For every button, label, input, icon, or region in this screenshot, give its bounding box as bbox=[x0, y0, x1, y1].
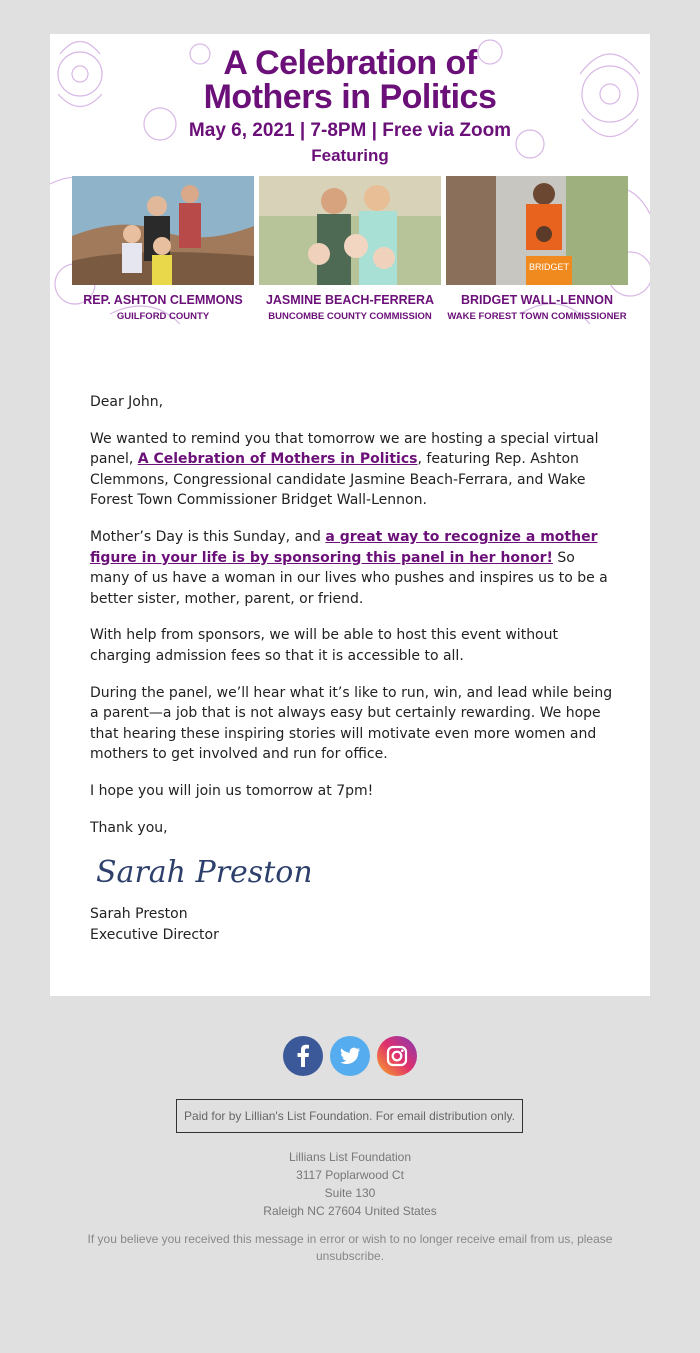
facebook-icon[interactable] bbox=[283, 1036, 323, 1076]
yard-sign-text: BRIDGET bbox=[528, 262, 570, 272]
paragraph-1: We wanted to remind you that tomorrow we are hosting a special virtual panel, A Celebration of Mothers in Politics, featuring Rep. Ashton Clemmons, Congressional candidate Jasmine Beach-Ferrara, and Wake Forest Town Commissioner Bridget Wall-Lennon. bbox=[90, 430, 599, 509]
social-links bbox=[0, 1036, 700, 1076]
banner-title-line1: A Celebration of bbox=[223, 44, 477, 82]
instagram-icon[interactable] bbox=[377, 1036, 417, 1076]
signature-text: Sarah Preston bbox=[96, 855, 310, 891]
paragraph-5: I hope you will join us tomorrow at 7pm! bbox=[90, 782, 374, 799]
panelist-name-3: BRIDGET WALL-LENNON bbox=[460, 293, 614, 307]
sponsor-link[interactable]: a great way to recognize a mother figure in your life is by sponsoring this panel in her honor! bbox=[90, 528, 598, 566]
event-link[interactable]: A Celebration of Mothers in Politics bbox=[137, 451, 418, 468]
panelist-role-1: GUILFORD COUNTY bbox=[116, 311, 210, 322]
banner-featuring: Featuring bbox=[311, 146, 389, 165]
panelist-role-3: WAKE FOREST TOWN COMMISSIONER bbox=[447, 311, 627, 322]
twitter-icon[interactable] bbox=[330, 1036, 370, 1076]
panelist-role-2: BUNCOMBE COUNTY COMMISSION bbox=[268, 311, 432, 322]
panelist-name-2: JASMINE BEACH-FERRERA bbox=[265, 293, 435, 307]
signature-image bbox=[90, 848, 615, 898]
sender-title: Executive Director bbox=[90, 926, 219, 943]
panelist-photo-clemmons bbox=[72, 176, 254, 285]
suite-number: Suite 130 bbox=[324, 1186, 376, 1200]
sender-name: Sarah Preston bbox=[90, 906, 188, 923]
panelist-name-1: REP. ASHTON CLEMMONS bbox=[83, 293, 243, 307]
greeting: Dear John, bbox=[90, 394, 164, 410]
email-card bbox=[50, 34, 650, 996]
city-line: Raleigh NC 27604 United States bbox=[263, 1204, 437, 1218]
paragraph-3: With help from sponsors, we will be able to host this event without charging admission fees so that it is accessible to all. bbox=[90, 627, 558, 664]
street-address: 3117 Poplarwood Ct bbox=[296, 1168, 404, 1182]
banner-title-line2: Mothers in Politics bbox=[203, 78, 497, 116]
letter-body bbox=[90, 392, 615, 945]
org-name: Lillians List Foundation bbox=[288, 1150, 412, 1164]
event-banner[interactable] bbox=[50, 34, 650, 334]
paragraph-4: During the panel, we’ll hear what it’s like to run, win, and lead while being a parent—a job that is not always easy but certainly rewarding. We hope that hearing these inspiring stories will motivate even more women and mothers to get involved and run for office. bbox=[90, 684, 613, 763]
unsubscribe-disclaimer: If you believe you received this message in error or wish to no longer receive email from us, please unsubscribe. bbox=[87, 1232, 613, 1263]
footer-address bbox=[0, 1148, 700, 1220]
panelist-photo-wall-lennon bbox=[446, 176, 628, 285]
panelist-photo-beach-ferrera bbox=[259, 176, 441, 285]
banner-event-details: May 6, 2021 | 7-8PM | Free via Zoom bbox=[188, 120, 512, 141]
paragraph-2: Mother’s Day is this Sunday, and a great way to recognize a mother figure in your life is by sponsoring this panel in her honor! So many of us have a woman in our lives who pushes and inspires us to be a better sister, mother, parent, or friend. bbox=[90, 528, 608, 607]
paid-for-notice: Paid for by Lillian's List Foundation. For email distribution only. bbox=[176, 1099, 523, 1133]
unsubscribe-link[interactable]: unsubscribe bbox=[315, 1249, 381, 1263]
closing: Thank you, bbox=[90, 819, 168, 836]
